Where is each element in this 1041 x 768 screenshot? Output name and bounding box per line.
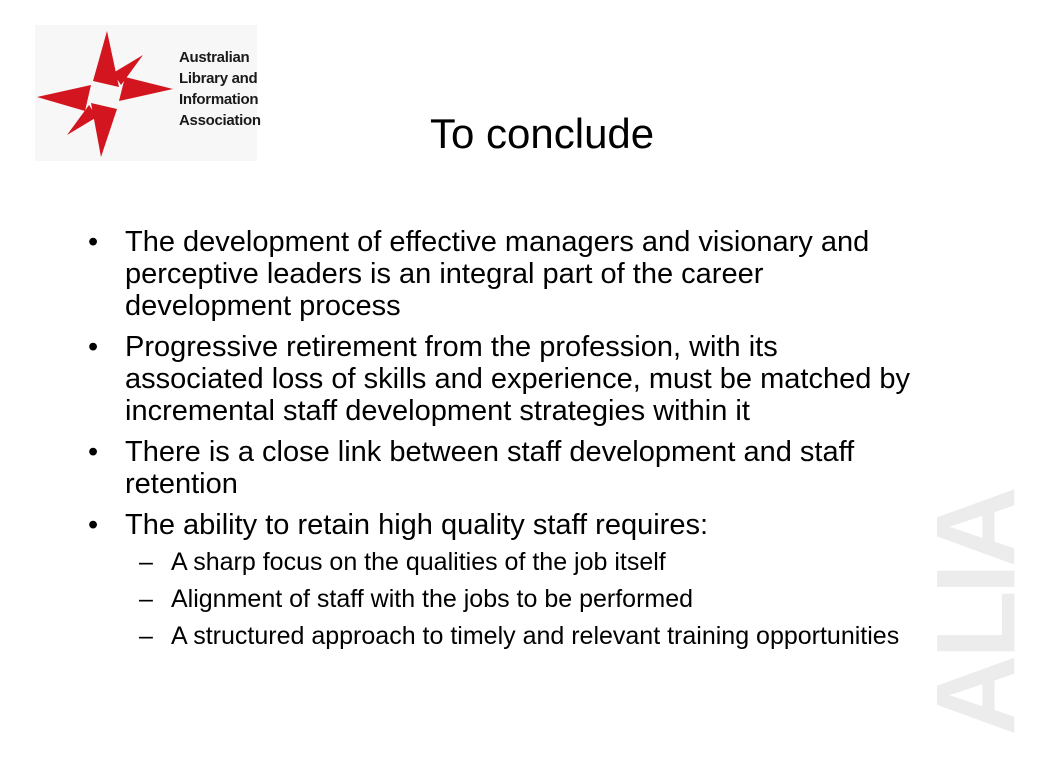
logo-line: Association <box>179 112 261 129</box>
alia-watermark <box>913 488 1039 738</box>
watermark-text: ALIA <box>913 490 1039 736</box>
bullet-glyph: • <box>88 226 99 258</box>
sub-bullet-glyph: – <box>139 585 153 613</box>
sub-bullet-glyph: – <box>139 622 153 650</box>
bullet-text: Progressive retirement from the profession, with its associated loss of skills and experience, must be matched by incremental staff development strategies within it <box>125 331 911 427</box>
bullet-glyph: • <box>88 509 99 541</box>
sub-bullet-list <box>125 547 918 651</box>
bullet-item <box>88 331 918 427</box>
bullet-text: There is a close link between staff development and staff retention <box>125 436 855 500</box>
bullet-text: The ability to retain high quality staff requires: <box>125 509 709 541</box>
slide-body <box>88 226 918 660</box>
sub-bullet-text: Alignment of staff with the jobs to be performed <box>171 585 694 613</box>
logo-line: Library and <box>179 70 258 87</box>
bullet-list <box>88 226 918 651</box>
bullet-glyph: • <box>88 331 99 363</box>
bullet-text: The development of effective managers and visionary and perceptive leaders is an integral part of the career development process <box>125 226 870 322</box>
slide-title <box>0 108 1024 160</box>
bullet-item <box>88 509 918 651</box>
sub-bullet-item <box>125 547 918 577</box>
sub-bullet-item <box>125 621 918 651</box>
logo-line: Australian <box>179 49 250 66</box>
bullet-item <box>88 226 918 322</box>
sub-bullet-glyph: – <box>139 548 153 576</box>
bullet-item <box>88 436 918 500</box>
sub-bullet-text: A sharp focus on the qualities of the job itself <box>171 548 666 576</box>
bullet-glyph: • <box>88 436 99 468</box>
logo-line: Information <box>179 91 259 108</box>
slide-title-text: To conclude <box>430 110 655 157</box>
sub-bullet-text: A structured approach to timely and relevant training opportunities <box>171 622 900 650</box>
sub-bullet-item <box>125 584 918 614</box>
